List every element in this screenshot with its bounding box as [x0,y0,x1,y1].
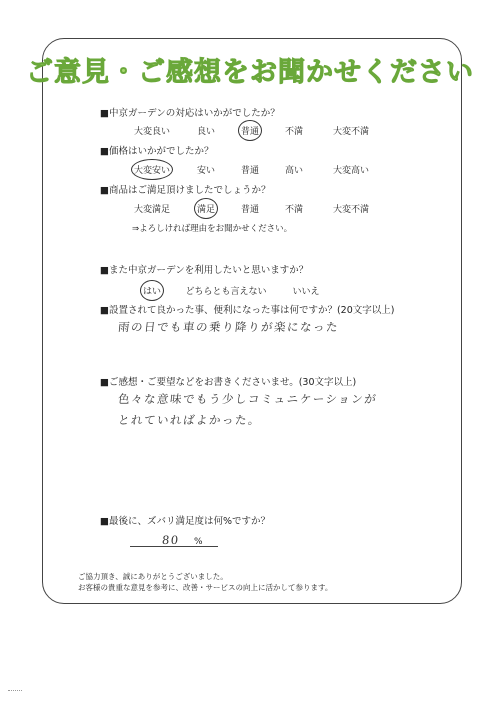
q1-option-2[interactable]: 良い [196,127,216,137]
q1-option-5[interactable]: 大変不満 [332,127,370,137]
q3-option-4[interactable]: 不満 [284,205,304,215]
satisfaction-unit: % [194,537,203,547]
scan-corner-mark [8,690,22,697]
question-5-label: ■設置されて良かった事、便利になった事は何ですか？(20文字以上) [100,305,395,316]
q2-option-4[interactable]: 高い [284,166,304,176]
satisfaction-underline [130,546,218,547]
q3-option-5[interactable]: 大変不満 [332,205,370,215]
q4-option-yes-selected[interactable]: はい [143,284,161,297]
page-title: ご意見・ご感想をお聞かせください [26,57,474,88]
q4-option-neutral[interactable]: どちらとも言えない [185,287,267,297]
q3-option-3[interactable]: 普通 [240,205,260,215]
q2-option-1-selected[interactable]: 大変安い [134,163,170,176]
q2-option-2[interactable]: 安い [196,166,216,176]
q2-option-3[interactable]: 普通 [240,166,260,176]
question-6-answer-line-2: とれていればよかった。 [117,413,262,427]
footer-message: お客様の貴重な意見を参考に、改善・サービスの向上に活かして参ります。 [78,583,333,592]
q3-option-2-selected[interactable]: 満足 [197,202,215,215]
q1-option-4[interactable]: 不満 [284,127,304,137]
q4-option-no[interactable]: いいえ [292,287,320,297]
q1-option-3-selected[interactable]: 普通 [241,124,259,137]
question-5-handwritten-answer: 雨の日でも車の乗り降りが楽になった [117,320,340,334]
question-3-label: ■商品はご満足頂けましたでしょうか？ [100,185,271,196]
question-6-answer-line-1: 色々な意味でもう少しコミュニケーションが [117,392,379,406]
question-1-label: ■中京ガーデンの対応はいかがでしたか？ [100,108,280,119]
satisfaction-value: 80 [161,533,181,547]
question-6-label: ■ご感想・ご要望などをお書きくださいませ。(30文字以上) [100,377,357,388]
question-4-label: ■また中京ガーデンを利用したいと思いますか？ [100,265,309,276]
q3-option-1[interactable]: 大変満足 [133,205,171,215]
q2-option-5[interactable]: 大変高い [332,166,370,176]
question-7-label: ■最後に、ズバリ満足度は何%ですか？ [100,516,271,527]
question-2-label: ■価格はいかがでしたか？ [100,146,214,157]
q1-option-1[interactable]: 大変良い [133,127,171,137]
footer-thanks: ご協力頂き、誠にありがとうございました。 [78,572,228,581]
reason-note: ⇒よろしければ理由をお聞かせください。 [132,224,293,234]
